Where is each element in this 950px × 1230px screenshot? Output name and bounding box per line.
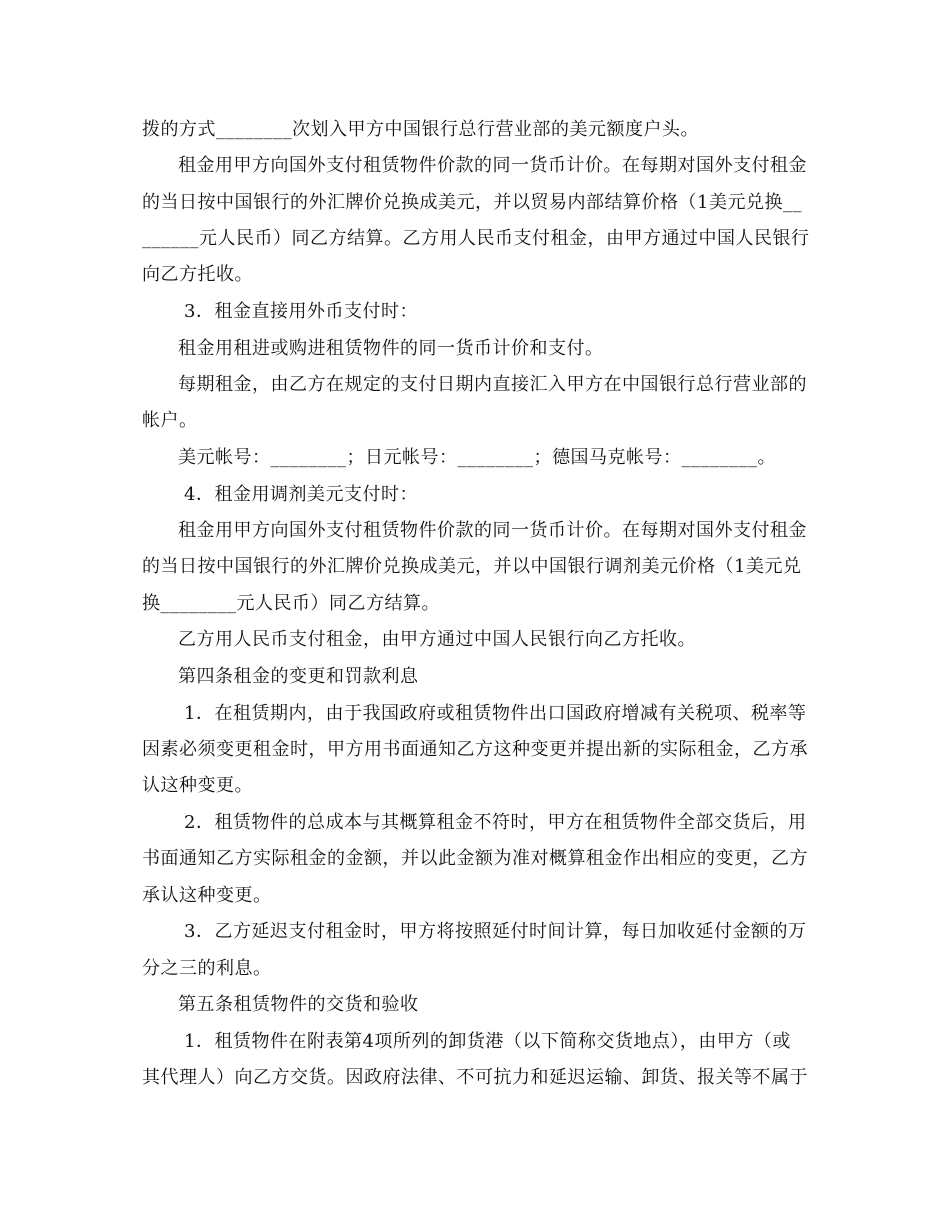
text-line: 3．乙方延迟支付租金时，甲方将按照延付时间计算，每日加收延付金额的万 <box>184 921 807 942</box>
text-line: 帐户。 <box>142 410 198 431</box>
text-line: 2．租赁物件的总成本与其概算租金不符时，甲方在租赁物件全部交货后，用 <box>184 812 807 833</box>
text-line: 书面通知乙方实际租金的金额，并以此金额为准对概算租金作出相应的变更，乙方 <box>142 848 808 869</box>
text-line: 的当日按中国银行的外汇牌价兑换成美元，并以贸易内部结算价格（1美元兑换__ <box>142 192 802 213</box>
text-line: 每期租金，由乙方在规定的支付日期内直接汇入甲方在中国银行总行营业部的 <box>178 374 807 395</box>
text-line: 租金用甲方向国外支付租赁物件价款的同一货币计价。在每期对国外支付租金 <box>178 520 807 541</box>
text-line: 拨的方式________次划入甲方中国银行总行营业部的美元额度户头。 <box>142 119 699 140</box>
text-line: 换________元人民币）同乙方结算。 <box>142 593 440 614</box>
text-line: 1．在租赁期内，由于我国政府或租赁物件出口国政府增减有关税项、税率等 <box>184 703 807 724</box>
text-line: 的当日按中国银行的外汇牌价兑换成美元，并以中国银行调剂美元价格（1美元兑 <box>142 556 802 577</box>
text-line: ______元人民币）同乙方结算。乙方用人民币支付租金，由甲方通过中国人民银行 <box>142 228 810 249</box>
text-line: 承认这种变更。 <box>142 885 272 906</box>
text-line: 乙方用人民币支付租金，由甲方通过中国人民银行向乙方托收。 <box>178 629 696 650</box>
text-line: 4．租金用调剂美元支付时： <box>184 484 418 505</box>
text-line: 租金用甲方向国外支付租赁物件价款的同一货币计价。在每期对国外支付租金 <box>178 155 807 176</box>
text-line: 美元帐号：________；日元帐号：________；德国马克帐号：________。 <box>178 447 776 468</box>
section-heading: 第五条租赁物件的交货和验收 <box>178 994 419 1015</box>
text-line: 向乙方托收。 <box>142 264 253 285</box>
text-line: 认这种变更。 <box>142 775 253 796</box>
text-line: 租金用租进或购进租赁物件的同一货币计价和支付。 <box>178 338 604 359</box>
text-line: 因素必须变更租金时，甲方用书面通知乙方这种变更并提出新的实际租金，乙方承 <box>142 739 808 760</box>
section-heading: 第四条租金的变更和罚款利息 <box>178 666 419 687</box>
text-line: 3．租金直接用外币支付时： <box>184 301 418 322</box>
text-line: 分之三的利息。 <box>142 958 272 979</box>
text-line: 其代理人）向乙方交货。因政府法律、不可抗力和延迟运输、卸货、报关等不属于 <box>142 1067 808 1088</box>
text-line: 1．租赁物件在附表第4项所列的卸货港（以下简称交货地点），由甲方（或 <box>184 1031 791 1052</box>
